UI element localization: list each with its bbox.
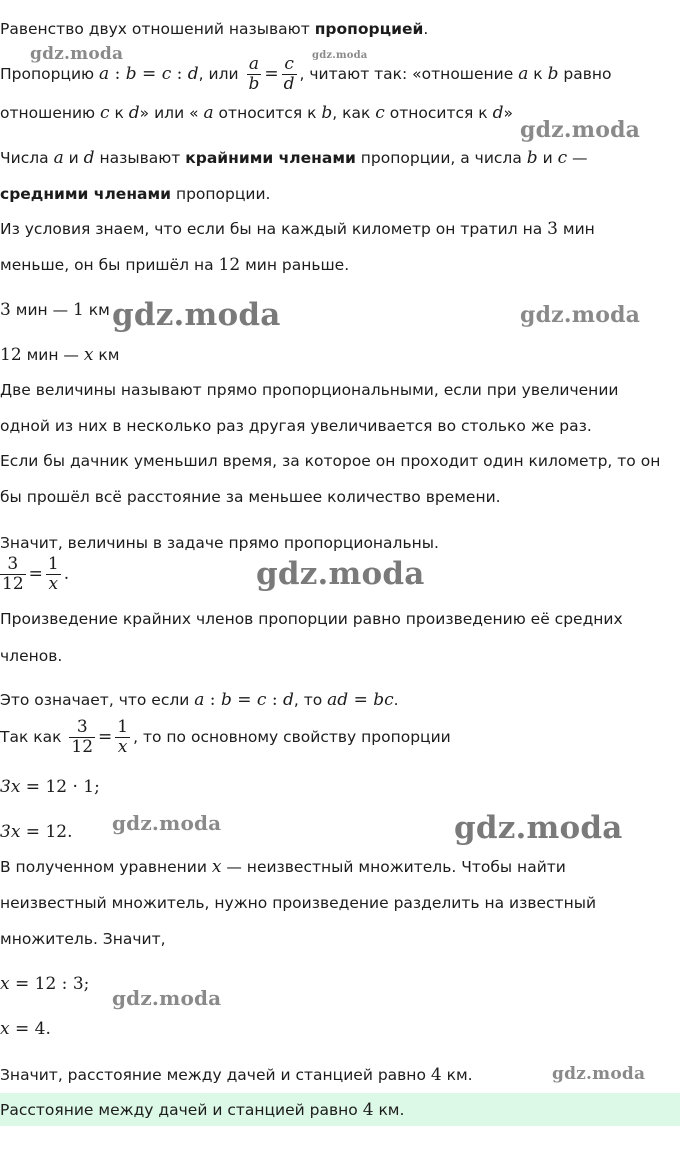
text: пропорции, а числа bbox=[355, 149, 527, 167]
numerator: 3 bbox=[0, 555, 26, 575]
numerator: 1 bbox=[117, 717, 129, 737]
proportion-reading-cont bbox=[0, 103, 513, 123]
math-op: = bbox=[348, 690, 374, 710]
extreme-terms-line bbox=[0, 148, 588, 168]
text: и bbox=[63, 149, 84, 167]
watermark: gdz.moda bbox=[312, 50, 368, 61]
property-line bbox=[0, 690, 399, 710]
text: Значит, расстояние между дачей и станцией равно bbox=[0, 1066, 431, 1084]
fraction-1-x bbox=[115, 718, 130, 757]
text: Пропорцию bbox=[0, 65, 100, 83]
text: бы прошёл всё расстояние за меньшее количество времени. bbox=[0, 488, 501, 506]
denominator: d bbox=[283, 74, 295, 94]
number: 12 bbox=[0, 345, 22, 365]
text: , то bbox=[293, 691, 328, 709]
numerator: a bbox=[247, 55, 262, 75]
number: 3 bbox=[547, 219, 558, 239]
numerator: 1 bbox=[47, 554, 59, 574]
math-var: 3x bbox=[0, 777, 21, 797]
math-op: : bbox=[109, 64, 126, 84]
numerator: c bbox=[282, 55, 297, 75]
math-op: : bbox=[204, 690, 221, 710]
ratio-row-1 bbox=[0, 300, 110, 320]
math-op: = 12 · 1; bbox=[20, 777, 100, 797]
math-var: x bbox=[0, 1019, 10, 1039]
math-var: b bbox=[526, 148, 538, 168]
math-var: c bbox=[256, 690, 267, 710]
text: Произведение крайних членов пропорции равно произведению её средних bbox=[0, 610, 623, 628]
condition-line bbox=[0, 219, 595, 239]
text: Из условия знаем, что если бы на каждый километр он тратил на bbox=[0, 220, 548, 238]
text: пропорции. bbox=[171, 185, 271, 203]
watermark: gdz.moda bbox=[112, 986, 222, 1010]
text: , то по основному свойству пропорции bbox=[133, 728, 451, 746]
fraction-1-x bbox=[46, 555, 61, 594]
text: км. bbox=[373, 1101, 405, 1119]
text: равно bbox=[558, 65, 612, 83]
condition-line-cont bbox=[0, 255, 349, 275]
text: и bbox=[537, 149, 558, 167]
paragraph-line bbox=[0, 380, 618, 400]
math-op: = bbox=[264, 64, 279, 84]
fraction-c-d bbox=[282, 55, 297, 94]
text: , или bbox=[198, 65, 244, 83]
middle-terms-line bbox=[0, 184, 270, 204]
math-var: a bbox=[518, 64, 529, 84]
math-var: a bbox=[99, 64, 110, 84]
paragraph-line bbox=[0, 487, 501, 507]
number: 4 bbox=[430, 1065, 442, 1085]
definition-proportion bbox=[0, 19, 428, 39]
text: Числа bbox=[0, 149, 54, 167]
math-var: bc bbox=[373, 690, 394, 710]
equation-line bbox=[0, 974, 89, 994]
watermark: gdz.moda bbox=[112, 297, 281, 333]
text: В полученном уравнении bbox=[0, 858, 212, 876]
math-op: = 12. bbox=[20, 822, 73, 842]
text: . bbox=[423, 20, 429, 38]
math-var: d bbox=[83, 148, 95, 168]
math-op: = 12 : 3; bbox=[9, 974, 90, 994]
paragraph-line bbox=[0, 416, 592, 436]
math-var: d bbox=[492, 103, 504, 123]
math-op: . bbox=[63, 564, 70, 584]
math-var: c bbox=[557, 148, 568, 168]
text: км bbox=[83, 301, 110, 319]
text: — bbox=[567, 149, 588, 167]
math-var: b bbox=[220, 690, 232, 710]
math-op: = 4. bbox=[9, 1019, 51, 1039]
fraction-3-12 bbox=[0, 555, 26, 594]
text: Расстояние между дачей и станцией равно bbox=[0, 1101, 363, 1119]
text: Равенство двух отношений называют bbox=[0, 20, 315, 38]
equation-line bbox=[0, 1019, 51, 1039]
text: относится к bbox=[213, 104, 322, 122]
denominator: x bbox=[48, 574, 59, 594]
term-proportion: пропорцией bbox=[314, 20, 424, 38]
watermark: gdz.moda bbox=[454, 810, 623, 846]
text: Две величины называют прямо пропорциональными, если при увеличении bbox=[0, 381, 619, 399]
term-extreme: крайними членами bbox=[185, 149, 356, 167]
text: Если бы дачник уменьшил время, за которое он проходит один километр, то он bbox=[0, 452, 661, 470]
so-since-line bbox=[0, 717, 451, 757]
answer-box bbox=[0, 1093, 680, 1126]
text: км. bbox=[441, 1066, 473, 1084]
text: , как bbox=[332, 104, 376, 122]
number: 1 bbox=[73, 300, 84, 320]
math-var: d bbox=[128, 103, 140, 123]
math-op: = bbox=[231, 690, 257, 710]
ratio-row-2 bbox=[0, 345, 119, 365]
text: мин раньше. bbox=[240, 256, 350, 274]
math-op: : bbox=[266, 690, 283, 710]
text: Так как bbox=[0, 728, 67, 746]
math-var: a bbox=[194, 690, 205, 710]
paragraph-line bbox=[0, 893, 596, 913]
math-var: a bbox=[203, 103, 214, 123]
math-var: d bbox=[187, 64, 199, 84]
fraction-3-12 bbox=[69, 718, 95, 757]
equation-line bbox=[0, 822, 73, 842]
text: . bbox=[393, 691, 399, 709]
math-var: b bbox=[125, 64, 137, 84]
number: 3 bbox=[0, 300, 11, 320]
math-var: 3x bbox=[0, 822, 21, 842]
math-var: c bbox=[375, 103, 385, 123]
text: членов. bbox=[0, 647, 63, 665]
math-var: a bbox=[53, 148, 64, 168]
math-var: c bbox=[161, 64, 172, 84]
math-var: ad bbox=[327, 690, 349, 710]
denominator: b bbox=[248, 74, 260, 94]
text: мин — bbox=[21, 346, 84, 364]
text: отношению bbox=[0, 104, 101, 122]
denominator: 12 bbox=[2, 574, 24, 594]
text: мин bbox=[557, 220, 595, 238]
text: км bbox=[93, 346, 120, 364]
math-var: c bbox=[100, 103, 110, 123]
numerator: 3 bbox=[69, 718, 95, 738]
text: , читают так: «отношение bbox=[299, 65, 519, 83]
watermark: gdz.moda bbox=[520, 302, 641, 328]
number: 4 bbox=[362, 1100, 374, 1120]
term-middle: средними членами bbox=[0, 185, 172, 203]
math-var: x bbox=[211, 857, 222, 877]
text: меньше, он бы пришёл на bbox=[0, 256, 219, 274]
denominator: x bbox=[117, 737, 128, 757]
text: одной из них в несколько раз другая увеличивается во столько же раз. bbox=[0, 417, 592, 435]
text: Это означает, что если bbox=[0, 691, 195, 709]
paragraph-line bbox=[0, 929, 166, 949]
paragraph-line bbox=[0, 533, 439, 553]
text: к bbox=[528, 65, 548, 83]
equation-line bbox=[0, 777, 100, 797]
math-var: x bbox=[83, 345, 94, 365]
fraction-a-b bbox=[247, 55, 262, 94]
math-var: b bbox=[321, 103, 333, 123]
text: называют bbox=[94, 149, 186, 167]
text: относится к bbox=[384, 104, 493, 122]
text: Значит, величины в задаче прямо пропорциональны. bbox=[0, 534, 439, 552]
watermark: gdz.moda bbox=[552, 1064, 646, 1084]
text: » или « bbox=[139, 104, 204, 122]
math-op: = bbox=[28, 564, 43, 584]
watermark: gdz.moda bbox=[30, 44, 124, 64]
math-var: x bbox=[0, 974, 10, 994]
math-op: = bbox=[98, 727, 113, 747]
watermark: gdz.moda bbox=[112, 811, 222, 835]
paragraph-line bbox=[0, 451, 660, 471]
text: неизвестный множитель, нужно произведение разделить на известный bbox=[0, 894, 597, 912]
fraction-equation bbox=[0, 554, 69, 594]
answer-text bbox=[0, 1100, 404, 1120]
paragraph-line bbox=[0, 857, 566, 877]
text: » bbox=[503, 104, 513, 122]
watermark: gdz.moda bbox=[256, 556, 425, 592]
math-var: b bbox=[547, 64, 559, 84]
paragraph-line bbox=[0, 609, 623, 629]
math-op: : bbox=[171, 64, 188, 84]
paragraph-line bbox=[0, 646, 62, 666]
text: к bbox=[109, 104, 129, 122]
conclusion-line bbox=[0, 1065, 473, 1085]
denominator: 12 bbox=[71, 737, 94, 757]
text: множитель. Значит, bbox=[0, 930, 166, 948]
number: 12 bbox=[218, 255, 241, 275]
math-op: = bbox=[136, 64, 162, 84]
math-var: d bbox=[282, 690, 294, 710]
text: мин — bbox=[10, 301, 74, 319]
text: — неизвестный множитель. Чтобы найти bbox=[221, 858, 566, 876]
watermark: gdz.moda bbox=[520, 117, 641, 143]
